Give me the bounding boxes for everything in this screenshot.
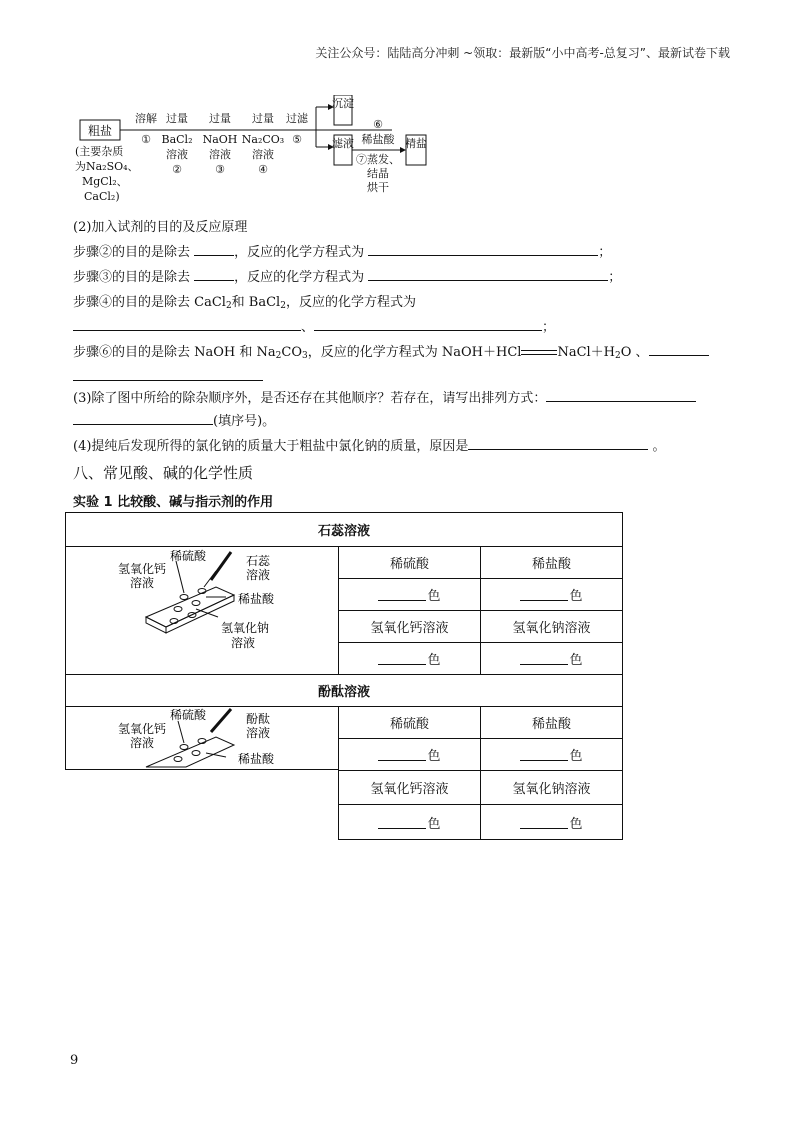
purification-flow-diagram (70, 95, 450, 215)
q2-step4-answers: 、 ； (73, 318, 555, 338)
color-answer-cell[interactable]: 色 (480, 738, 623, 771)
svg-text:稀盐酸: 稀盐酸 (238, 752, 275, 766)
q3-cont: (填序号)。 (73, 412, 275, 432)
answer-blank[interactable] (368, 268, 608, 281)
svg-text:烘干: 烘干 (367, 181, 389, 194)
svg-text:过量: 过量 (252, 112, 274, 125)
q2-step3: 步骤③的目的是除去 ，反应的化学方程式为 ； (73, 270, 622, 285)
answer-blank[interactable] (368, 243, 598, 256)
svg-text:③: ③ (215, 163, 225, 176)
svg-text:②: ② (172, 163, 182, 176)
svg-text:精盐: 精盐 (405, 137, 427, 150)
answer-blank[interactable] (546, 389, 696, 402)
svg-text:氢氧化钙: 氢氧化钙 (118, 562, 167, 576)
phenolphthalein-spot-plate-figure (66, 707, 338, 769)
svg-text:溶液: 溶液 (252, 148, 274, 161)
svg-text:⑤: ⑤ (292, 133, 302, 146)
q2-step6: 步骤⑥的目的是除去 NaOH 和 $Na_2CO_3$，反应的化学方程式为 NaOH＋HCl $NaCl+H_2O$ 、 (73, 343, 709, 366)
answer-blank[interactable] (73, 318, 301, 331)
svg-text:过量: 过量 (209, 112, 231, 125)
svg-text:BaCl₂: BaCl₂ (161, 133, 193, 146)
q2-title: (2)加入试剂的目的及反应原理 (73, 220, 248, 235)
answer-blank[interactable] (314, 318, 542, 331)
svg-text:溶液: 溶液 (246, 726, 271, 740)
svg-text:(主要杂质: (主要杂质 (75, 145, 124, 158)
svg-text:结晶: 结晶 (367, 167, 389, 180)
table1-header: 石蕊溶液 (65, 512, 623, 547)
svg-text:稀盐酸: 稀盐酸 (238, 592, 275, 606)
svg-text:沉淀: 沉淀 (332, 97, 354, 110)
svg-text:溶液: 溶液 (130, 576, 155, 590)
table1-figure-cell (65, 546, 339, 675)
svg-text:酚酞: 酚酞 (246, 712, 271, 726)
svg-text:溶液: 溶液 (130, 736, 155, 750)
equals-sign-icon (521, 348, 557, 358)
svg-text:稀盐酸: 稀盐酸 (361, 133, 395, 146)
svg-text:①: ① (141, 133, 151, 146)
q4: (4)提纯后发现所得的氯化钠的质量大于粗盐中氯化钠的质量，原因是 。 (73, 439, 666, 454)
svg-text:CaCl₂): CaCl₂) (84, 190, 120, 203)
section-title: 八、常见酸、碱的化学性质 (73, 464, 254, 482)
svg-text:稀硫酸: 稀硫酸 (170, 708, 207, 722)
svg-text:NaOH: NaOH (202, 133, 238, 146)
svg-text:MgCl₂、: MgCl₂、 (82, 175, 128, 188)
color-answer-cell[interactable]: 色 (480, 578, 623, 611)
q3: (3)除了图中所给的除杂顺序外，是否还存在其他顺序？若存在，请写出排列方式： (73, 389, 696, 409)
svg-text:④: ④ (258, 163, 268, 176)
page-number: 9 (70, 1053, 79, 1068)
svg-text:过滤: 过滤 (286, 112, 308, 125)
svg-text:⑥: ⑥ (373, 118, 383, 131)
svg-text:溶液: 溶液 (246, 568, 271, 582)
svg-text:滤液: 滤液 (332, 137, 354, 150)
svg-text:石蕊: 石蕊 (246, 554, 271, 568)
svg-text:稀硫酸: 稀硫酸 (170, 549, 207, 563)
svg-text:溶液: 溶液 (166, 148, 188, 161)
color-answer-cell[interactable]: 色 (338, 642, 481, 675)
svg-text:⑦蒸发、: ⑦蒸发、 (356, 153, 400, 166)
page-header: 关注公众号：陆陆高分冲刺 ~领取：最新版“小中高考-总复习”、最新试卷下载 (315, 46, 730, 60)
svg-text:过量: 过量 (166, 112, 188, 125)
experiment-title: 实验 1 比较酸、碱与指示剂的作用 (73, 495, 274, 510)
svg-text:Na₂CO₃: Na₂CO₃ (241, 133, 285, 146)
q2-step4: 步骤④的目的是除去 CaCl$_2$和 BaCl$_2$，反应的化学方程式为 (73, 295, 416, 311)
q2-step2: 步骤②的目的是除去 ，反应的化学方程式为 ； (73, 245, 612, 260)
q2-step6-answer (73, 368, 263, 388)
svg-text:溶液: 溶液 (209, 148, 231, 161)
svg-text:溶解: 溶解 (135, 112, 157, 125)
answer-blank[interactable] (649, 343, 709, 356)
svg-text:氢氧化钙: 氢氧化钙 (118, 722, 167, 736)
color-answer-cell[interactable]: 色 (338, 804, 481, 840)
answer-blank[interactable] (468, 437, 648, 450)
crude-salt-label: 粗盐 (87, 124, 113, 138)
answer-blank[interactable] (194, 243, 234, 256)
svg-text:溶液: 溶液 (231, 636, 256, 650)
svg-text:为Na₂SO₄、: 为Na₂SO₄、 (75, 160, 139, 173)
table2-header: 酚酞溶液 (65, 674, 623, 707)
svg-text:氢氧化钠: 氢氧化钠 (221, 621, 270, 635)
answer-blank[interactable] (194, 268, 234, 281)
color-answer-cell[interactable]: 色 (338, 738, 481, 771)
color-answer-cell[interactable]: 色 (338, 578, 481, 611)
color-answer-cell[interactable]: 色 (480, 804, 623, 840)
litmus-spot-plate-figure (66, 547, 338, 674)
answer-blank[interactable] (73, 412, 213, 425)
table2-figure-cell (65, 706, 339, 770)
answer-blank[interactable] (73, 368, 263, 381)
color-answer-cell[interactable]: 色 (480, 642, 623, 675)
